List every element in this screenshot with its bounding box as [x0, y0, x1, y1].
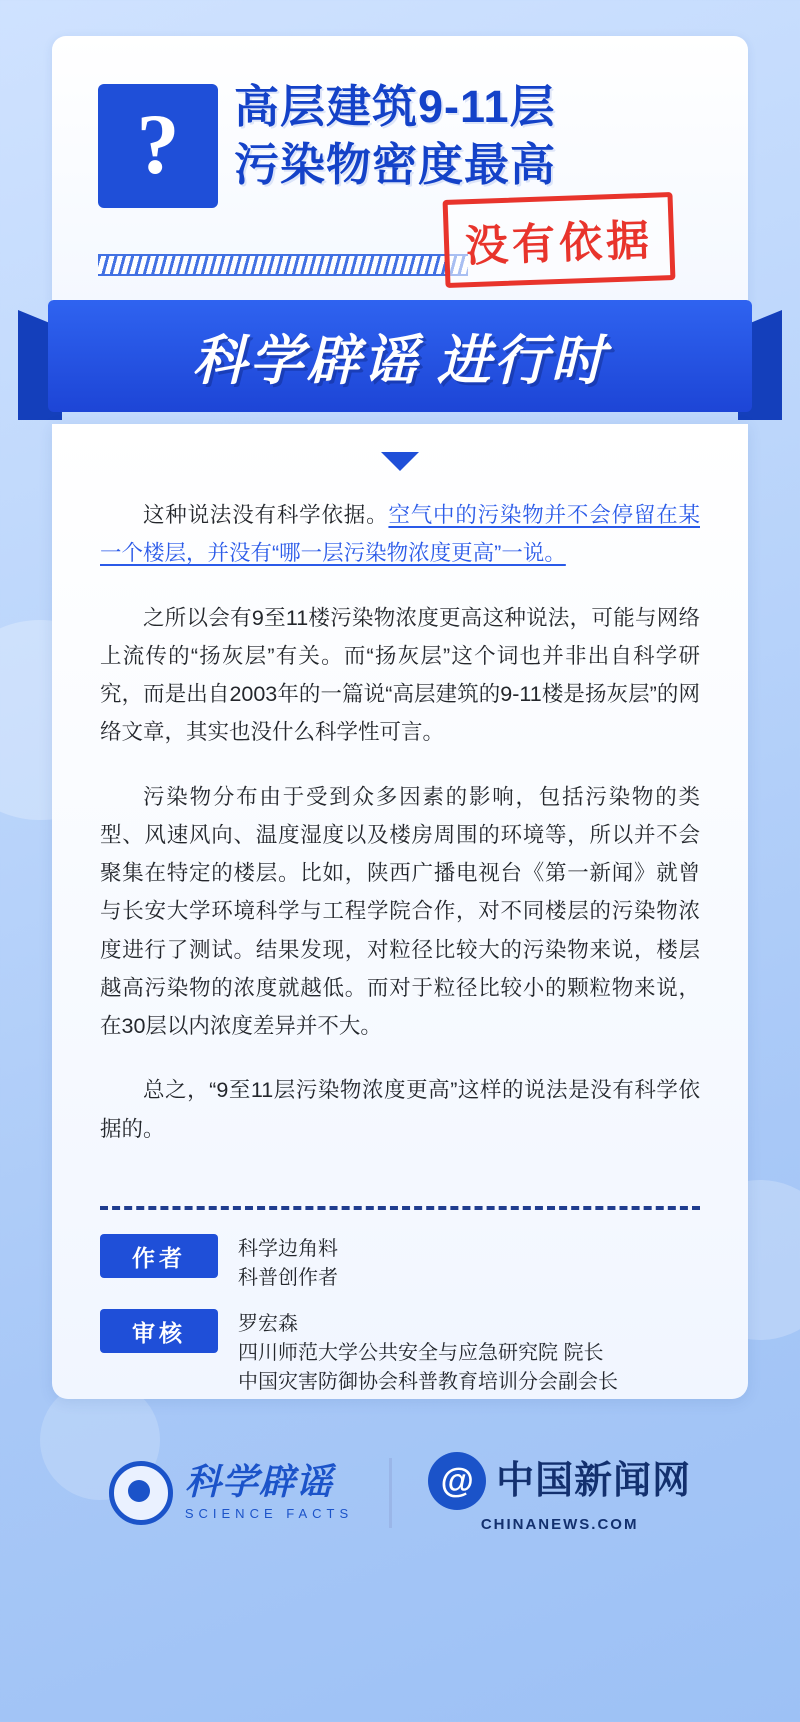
page-title-line1: 高层建筑9-11层	[234, 81, 556, 132]
paragraph-1-plain: 这种说法没有科学依据。	[143, 503, 389, 527]
magnifier-icon	[109, 1461, 173, 1525]
question-mark-icon	[98, 84, 218, 208]
credit-author-line2: 科普创作者	[238, 1267, 338, 1289]
page-title	[234, 78, 704, 193]
status-badge	[443, 192, 676, 288]
question-mark-glyph: ?	[136, 96, 180, 192]
chinanews-logo-sub: CHINANEWS.COM	[480, 1516, 639, 1533]
chinanews-logo-name: 中国新闻网	[496, 1460, 692, 1502]
credit-tag-reviewer: 审核	[100, 1309, 218, 1353]
credit-row-author	[100, 1234, 700, 1293]
credit-reviewer-line1: 罗宏森	[238, 1313, 298, 1335]
dashed-divider	[100, 1206, 700, 1210]
science-facts-logo-sub: SCIENCE FACTS	[184, 1505, 354, 1521]
ribbon-body	[48, 300, 752, 412]
credit-text-author	[238, 1234, 338, 1293]
credit-reviewer-line2: 四川师范大学公共安全与应急研究院 院长	[238, 1342, 604, 1364]
paragraph-3: 污染物分布由于受到众多因素的影响，包括污染物的类型、风速风向、温度湿度以及楼房周围的环境等，所以并不会聚集在特定的楼层。比如，陕西广播电视台《第一新闻》就曾与长安大学环境科学与工程学院合作，对不同楼层的污染物浓度进行了测试。结果发现，对粒径比较大的污染物来说，楼层越高污染物的浓度就越低。而对于粒径比较小的颗粒物来说，在30层以内浓度差异并不大。	[100, 784, 700, 1039]
chinanews-logo[interactable]	[428, 1452, 691, 1533]
credit-author-line1: 科学边角料	[238, 1238, 338, 1260]
at-sign-icon: @	[428, 1452, 486, 1510]
article-card	[52, 424, 748, 1399]
ribbon-label: 科学辟谣 进行时	[192, 330, 608, 391]
caret-down-icon	[381, 452, 419, 471]
paragraph-1-highlight: 空气中的污染物并不会停留在某一个楼层，并没有“哪一层污染物浓度更高”一说。	[100, 503, 700, 566]
credit-text-reviewer	[238, 1309, 618, 1397]
paragraph-1	[100, 496, 700, 573]
paragraph-4: 总之，“9至11层污染物浓度更高”这样的说法是没有科学依据的。	[100, 1078, 700, 1141]
credit-tag-author: 作者	[100, 1234, 218, 1278]
ribbon-banner	[18, 300, 782, 432]
credit-row-reviewer	[100, 1309, 700, 1397]
credits-section	[100, 1234, 700, 1413]
page-title-line2: 污染物密度最高	[234, 138, 557, 190]
credit-reviewer-line3: 中国灾害防御协会科普教育培训分会副会长	[238, 1371, 618, 1393]
science-facts-logo-name: 科学辟谣	[184, 1462, 333, 1503]
article-body	[100, 496, 700, 1174]
footer	[0, 1452, 800, 1592]
hatch-divider	[98, 254, 468, 276]
science-facts-logo[interactable]	[109, 1461, 353, 1525]
status-badge-label: 没有依据	[464, 217, 654, 271]
paragraph-2: 之所以会有9至11楼污染物浓度更高这种说法，可能与网络上流传的“扬灰层”有关。而“扬灰层”这个词也并非出自科学研究，而是出自2003年的一篇说“高层建筑的9-11楼是扬灰层”的网络文章，其实也没什么科学性可言。	[100, 605, 700, 745]
footer-divider	[389, 1458, 392, 1528]
header-card	[52, 36, 748, 308]
